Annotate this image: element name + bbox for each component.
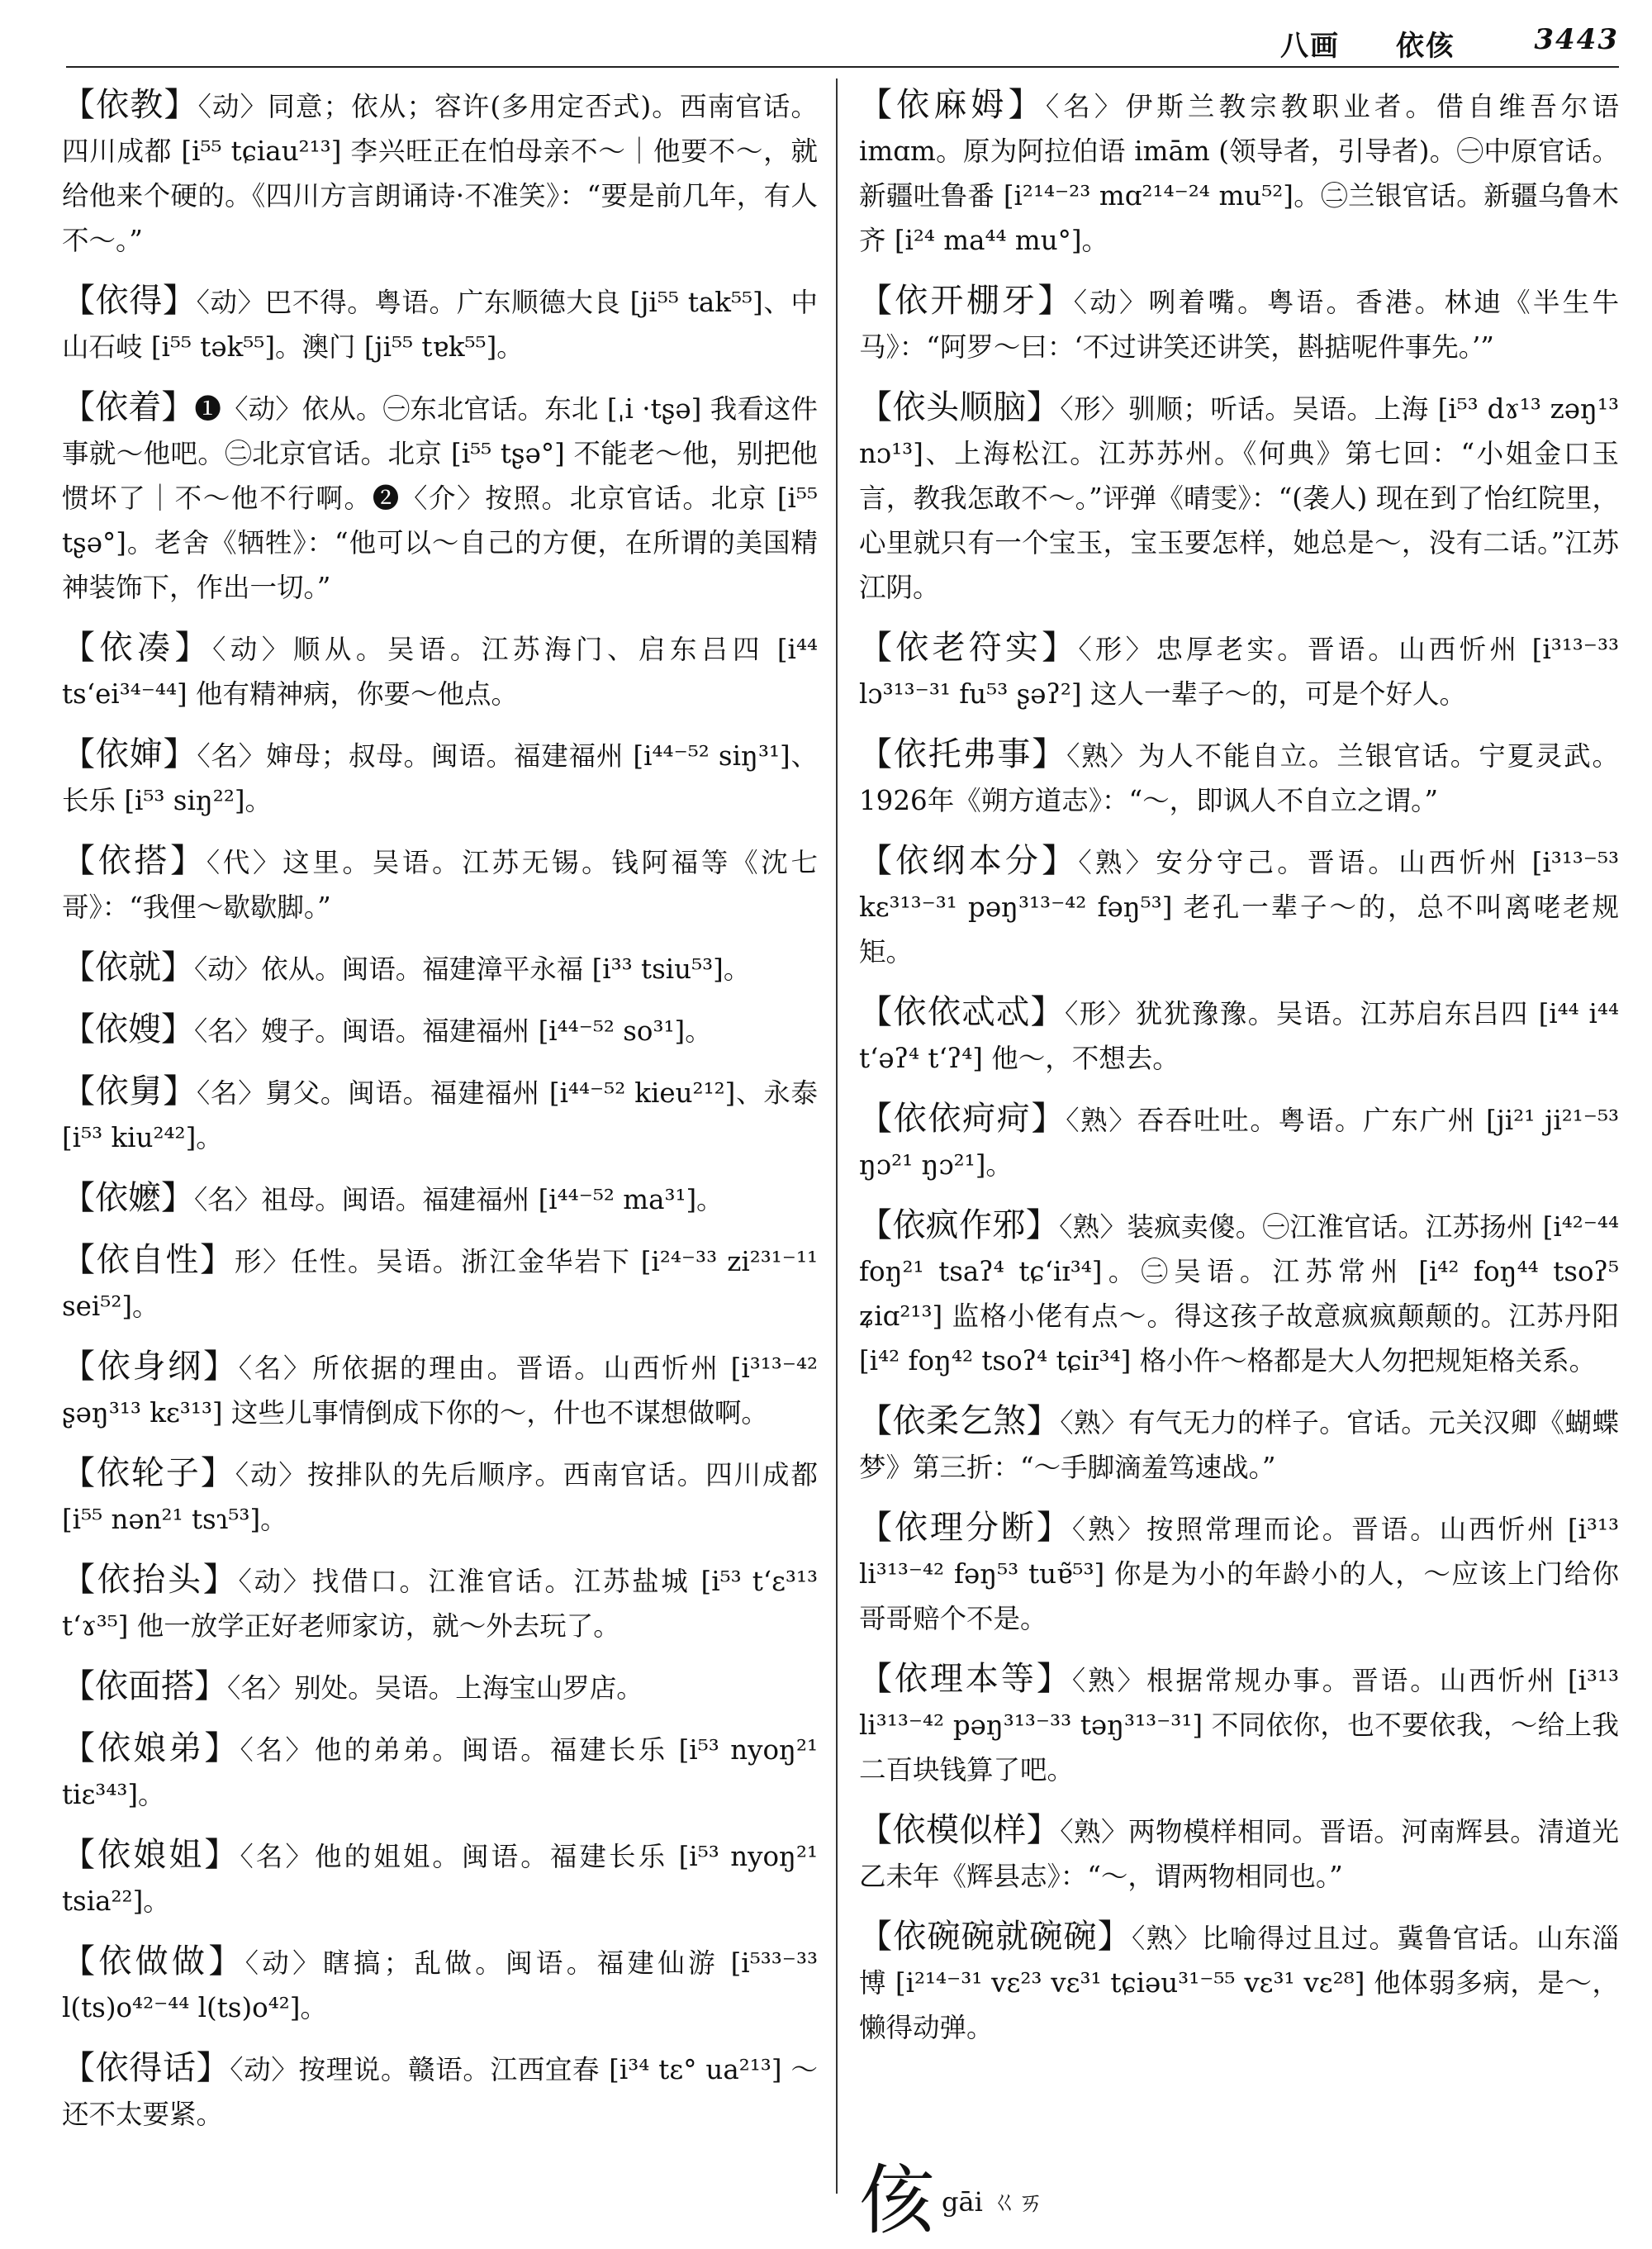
dictionary-entry — [62, 1007, 818, 1053]
entry-headword: 【 依托弗事 】 — [859, 735, 1066, 773]
left-column — [62, 83, 818, 2152]
entry-headword: 【 依嬷 】 — [62, 1179, 194, 1217]
entry-headword: 【 依依疴疴 】 — [859, 1100, 1066, 1138]
entry-definition: ❶〈动〉依从。㊀东北官话。东北 [ˌi ·tʂə] 我看这件事就～他吧。㊁北京官话。北京 [i⁵⁵ tʂə°] 不能老～他，别把他惯坏了｜不～他不行啊。❷〈介〉按照。北京官话。北京 [i⁵⁵ tʂə°]。老舍《牺牲》：“他可以～自己的方便，在所谓的美国精神装饰下，作出一切。” — [62, 393, 819, 603]
next-headword-char: 侅 — [859, 2156, 936, 2245]
dictionary-entry — [859, 990, 1619, 1081]
dictionary-entry — [62, 1557, 818, 1648]
entry-headword: 【 依婶 】 — [62, 735, 197, 773]
entry-headword: 【 依疯作邪 】 — [859, 1206, 1059, 1244]
entry-headword: 【 依自性 】 — [62, 1241, 235, 1279]
entry-headword: 【 依麻姆 】 — [859, 86, 1046, 124]
entry-definition: 〈代〉这里。吴语。江苏无锡。钱阿福等《沈七哥》：“我俚～歇歇脚。” — [62, 847, 819, 923]
entry-definition: 〈熟〉安分守己。晋语。山西忻州 [i³¹³⁻⁵³ kɛ³¹³⁻³¹ pəŋ³¹³⁻⁴² fəŋ⁵³] 老孔一辈子～的，总不叫离咾老规矩。 — [859, 847, 1620, 968]
entry-headword: 【 依教 】 — [62, 86, 198, 124]
dictionary-entry — [62, 2046, 818, 2137]
entry-headword: 【 依碗碗就碗碗 】 — [859, 1918, 1132, 1956]
dictionary-entry — [859, 1657, 1619, 1792]
entry-definition: 〈名〉他的弟弟。闽语。福建长乐 [i⁵³ nyoŋ²¹ tiɛ³⁴³]。 — [62, 1734, 819, 1810]
entry-definition: 〈动〉瞎搞；乱做。闽语。福建仙游 [i⁵³³⁻³³ l(ts)o⁴²⁻⁴⁴ l(ts)o⁴²]。 — [62, 1947, 819, 2023]
entry-definition: 〈名〉婶母；叔母。闽语。福建福州 [i⁴⁴⁻⁵² siŋ³¹]、长乐 [i⁵³ siŋ²²]。 — [62, 740, 819, 816]
entry-headword: 【 依理分断 】 — [859, 1509, 1072, 1547]
entry-headword: 【 依头顺脑 】 — [859, 388, 1060, 426]
dictionary-entry — [62, 945, 818, 991]
dictionary-entry — [859, 1203, 1619, 1383]
dictionary-entry — [62, 625, 818, 716]
dictionary-entry — [859, 385, 1619, 610]
dictionary-entry — [859, 1096, 1619, 1187]
entry-definition: 〈熟〉为人不能自立。兰银官话。宁夏灵武。1926年《朔方道志》：“～，即讽人不自立之谓。” — [859, 740, 1620, 816]
entry-definition: 〈动〉找借口。江淮官话。江苏盐城 [i⁵³ t‘ɛ³¹³ t‘ɤ³⁵] 他一放学正好老师家访，就～外去玩了。 — [62, 1566, 819, 1642]
section-label: 八画 — [1280, 30, 1340, 63]
header-chars: 依侅 — [1396, 30, 1455, 63]
dictionary-entry — [62, 1176, 818, 1222]
entry-headword: 【 依模似样 】 — [859, 1811, 1060, 1849]
entry-definition: 〈熟〉按照常理而论。晋语。山西忻州 [i³¹³ li³¹³⁻⁴² fəŋ⁵³ tuɐ̃⁵³] 你是为小的年龄小的人，～应该上门给你哥哥赔个不是。 — [859, 1514, 1619, 1634]
entry-headword: 【 依开棚牙 】 — [859, 282, 1074, 320]
entry-definition: 〈形〉驯顺；听话。吴语。上海 [i⁵³ dɤ¹³ zəŋ¹³ nɔ¹³]、上海松江。江苏苏州。《何典》第七回：“小姐金口玉言，教我怎敢不～。”评弹《晴雯》：“(袭人) 现在到了怡红院里，心里就只有一个宝玉，宝玉要怎样，她总是～，没有二话。”江苏江阴。 — [859, 393, 1619, 603]
dictionary-entry — [62, 839, 818, 930]
page-number: 3443 — [1534, 23, 1619, 56]
entry-definition: 〈名〉他的姐姐。闽语。福建长乐 [i⁵³ nyoŋ²¹ tsia²²]。 — [62, 1841, 819, 1917]
dictionary-entry — [62, 278, 818, 369]
entry-headword: 【 依面搭 】 — [62, 1667, 227, 1705]
entry-headword: 【 依老符实 】 — [859, 629, 1078, 667]
entry-definition: 〈熟〉装疯卖傻。㊀江淮官话。江苏扬州 [i⁴²⁻⁴⁴ foŋ²¹ tsaʔ⁴ tɕ‘iɪ³⁴]。㊁吴语。江苏常州 [i⁴² foŋ⁴⁴ tsoʔ⁵ ʑiɑ²¹³] 监格小佬有点～。得这孩子故意疯疯颠颠的。江苏丹阳 [i⁴² foŋ⁴² tsoʔ⁴ tɕiɪ³⁴] 格小仵～格都是大人勿把规矩格关系。 — [859, 1211, 1619, 1377]
entry-definition: 〈动〉按理说。赣语。江西宜春 [i³⁴ tɛ° ua²¹³] ～还不太要紧。 — [62, 2054, 818, 2130]
right-column — [859, 83, 1619, 2066]
dictionary-entry — [859, 839, 1619, 974]
entry-definition: 形〉任性。吴语。浙江金华岩下 [i²⁴⁻³³ zi²³¹⁻¹¹ sei⁵²]。 — [62, 1246, 819, 1322]
entry-headword: 【 依舅 】 — [62, 1072, 197, 1110]
dictionary-entry — [859, 1914, 1619, 2050]
dictionary-entry — [62, 1451, 818, 1542]
entry-headword: 【 依就 】 — [62, 949, 194, 987]
entry-headword: 【 依依忒忒 】 — [859, 993, 1065, 1031]
dictionary-entry — [62, 385, 818, 610]
dictionary-entry — [62, 732, 818, 823]
dictionary-entry — [62, 83, 818, 263]
dictionary-entry — [859, 1399, 1619, 1490]
entry-definition: 〈动〉顺从。吴语。江苏海门、启东吕四 [i⁴⁴ ts‘ei³⁴⁻⁴⁴] 他有精神病，你要～他点。 — [62, 634, 819, 710]
entry-headword: 【 依娘姐 】 — [62, 1836, 240, 1874]
dictionary-entry — [859, 83, 1619, 263]
entry-definition: 〈熟〉根据常规办事。晋语。山西忻州 [i³¹³ li³¹³⁻⁴² pəŋ³¹³⁻³³ təŋ³¹³⁻³¹] 不同依你，也不要依我，～给上我二百块钱算了吧。 — [859, 1665, 1619, 1785]
entry-headword: 【 依嫂 】 — [62, 1010, 194, 1048]
entry-definition: 〈名〉嫂子。闽语。福建福州 [i⁴⁴⁻⁵² so³¹]。 — [194, 1015, 712, 1047]
entry-definition: 〈动〉依从。闽语。福建漳平永福 [i³³ tsiu⁵³]。 — [194, 953, 751, 985]
dictionary-entry — [859, 1505, 1619, 1641]
entry-headword: 【 依得话 】 — [62, 2049, 230, 2087]
dictionary-entry — [62, 1664, 818, 1710]
entry-headword: 【 依做做 】 — [62, 1942, 245, 1980]
entry-headword: 【 依柔乞煞 】 — [859, 1402, 1060, 1440]
entry-definition: 〈名〉祖母。闽语。福建福州 [i⁴⁴⁻⁵² ma³¹]。 — [194, 1184, 724, 1215]
dictionary-entry — [62, 1939, 818, 2030]
entry-definition: 〈熟〉比喻得过且过。冀鲁官话。山东淄博 [i²¹⁴⁻³¹ vɛ²³ vɛ³¹ tɕiəu³¹⁻⁵⁵ vɛ³¹ vɛ²⁸] 他体弱多病，是～，懒得动弹。 — [859, 1923, 1619, 2043]
running-header — [1231, 23, 1619, 61]
entry-definition: 〈名〉舅父。闽语。福建福州 [i⁴⁴⁻⁵² kieu²¹²]、永泰 [i⁵³ kiu²⁴²]。 — [62, 1077, 819, 1153]
entry-headword: 【 依纲本分 】 — [859, 842, 1078, 880]
dictionary-entry — [62, 1726, 818, 1817]
dictionary-entry — [62, 1238, 818, 1329]
entry-definition: 〈名〉伊斯兰教宗教职业者。借自维吾尔语 imɑm。原为阿拉伯语 imām (领导者，引导者)。㊀中原官话。新疆吐鲁番 [i²¹⁴⁻²³ mɑ²¹⁴⁻²⁴ mu⁵²]。㊁兰银官话。新疆乌鲁木齐 [i²⁴ ma⁴⁴ mu°]。 — [859, 91, 1620, 256]
dictionary-entry — [62, 1833, 818, 1923]
dictionary-entry — [859, 732, 1619, 823]
entry-headword: 【 依娘弟 】 — [62, 1729, 240, 1767]
dictionary-entry — [859, 1808, 1619, 1899]
entry-definition: 〈形〉犹犹豫豫。吴语。江苏启东吕四 [i⁴⁴ i⁴⁴ t‘əʔ⁴ t‘ʔ⁴] 他～，不想去。 — [859, 998, 1619, 1074]
dictionary-entry — [62, 1344, 818, 1435]
entry-definition: 〈动〉巴不得。粤语。广东顺德大良 [ji⁵⁵ tak⁵⁵]、中山石岐 [i⁵⁵ tək⁵⁵]。澳门 [ji⁵⁵ tɐk⁵⁵]。 — [62, 287, 819, 363]
entry-definition: 〈熟〉有气无力的样子。官话。元关汉卿《蝴蝶梦》第三折：“～手脚滴羞笃速战。” — [859, 1407, 1620, 1483]
dictionary-entry — [859, 278, 1619, 369]
dictionary-entry — [62, 1069, 818, 1160]
column-divider — [836, 78, 838, 2194]
entry-definition: 〈动〉同意；依从；容许(多用定否式)。西南官话。四川成都 [i⁵⁵ tɕiau²¹³] 李兴旺正在怕母亲不～｜他要不～，就给他来个硬的。《四川方言朗诵诗·不准笑》：“要是前几年，有人不～。” — [62, 91, 819, 256]
entry-headword: 【 依身纲 】 — [62, 1348, 239, 1386]
dictionary-entry — [859, 625, 1619, 716]
entry-headword: 【 依理本等 】 — [859, 1660, 1072, 1698]
entry-headword: 【 依抬头 】 — [62, 1561, 239, 1599]
entry-headword: 【 依凑 】 — [62, 629, 212, 667]
entry-definition: 〈熟〉两物模样相同。晋语。河南辉县。清道光乙未年《辉县志》：“～，谓两物相同也。” — [859, 1816, 1620, 1892]
entry-definition: 〈动〉咧着嘴。粤语。香港。林迪《半生牛马》：“阿罗～曰：‘不过讲笑还讲笑，斟掂呢件事先。’” — [859, 287, 1619, 363]
entry-definition: 〈熟〉吞吞吐吐。粤语。广东广州 [ji²¹ ji²¹⁻⁵³ ŋɔ²¹ ŋɔ²¹]。 — [859, 1105, 1619, 1181]
entry-definition: 〈动〉按排队的先后顺序。西南官话。四川成都 [i⁵⁵ nən²¹ tsɿ⁵³]。 — [62, 1459, 819, 1535]
entry-definition: 〈名〉别处。吴语。上海宝山罗店。 — [227, 1672, 643, 1704]
header-rule — [66, 66, 1619, 68]
entry-headword: 【 依得 】 — [62, 282, 197, 320]
entry-headword: 【 依轮子 】 — [62, 1454, 235, 1492]
next-headword-romanization: gāi ㄍㄞ — [942, 2186, 1044, 2218]
entry-headword: 【 依着 】 — [62, 388, 194, 426]
entry-headword: 【 依搭 】 — [62, 842, 206, 880]
entry-definition: 〈形〉忠厚老实。晋语。山西忻州 [i³¹³⁻³³ lɔ³¹³⁻³¹ fu⁵³ ʂəʔ²] 这人一辈子～的，可是个好人。 — [859, 634, 1620, 710]
entry-definition: 〈名〉所依据的理由。晋语。山西忻州 [i³¹³⁻⁴² ʂəŋ³¹³ kɛ³¹³] 这些儿事情倒成下你的～，什也不谋想做啊。 — [62, 1353, 819, 1429]
